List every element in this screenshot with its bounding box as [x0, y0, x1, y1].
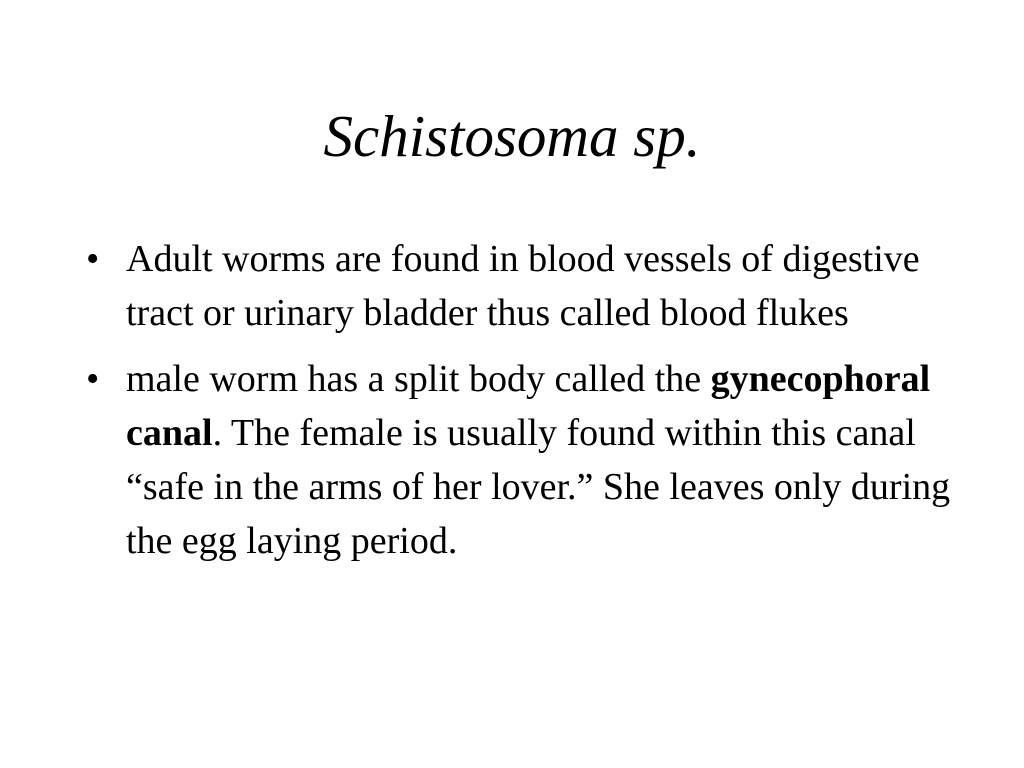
- bullet-text-before: male worm has a split body called the: [126, 358, 711, 400]
- bullet-text: Adult worms are found in blood vessels of digestive tract or urinary bladder thus called blood flukes: [126, 238, 920, 334]
- bullet-item-adult-worms: [86, 232, 956, 340]
- bold-term: gynecophoral canal: [126, 358, 931, 454]
- bullet-list: [86, 232, 956, 580]
- slide-title: Schistosoma sp.: [323, 103, 701, 169]
- bullet-marker: •: [86, 238, 100, 280]
- bullet-text-after: . The female is usually found within this canal “safe in the arms of her lover.” She leaves only during the egg laying period.: [126, 412, 951, 562]
- bullet-item-male-worm: [86, 352, 956, 568]
- bullet-marker: •: [86, 358, 100, 400]
